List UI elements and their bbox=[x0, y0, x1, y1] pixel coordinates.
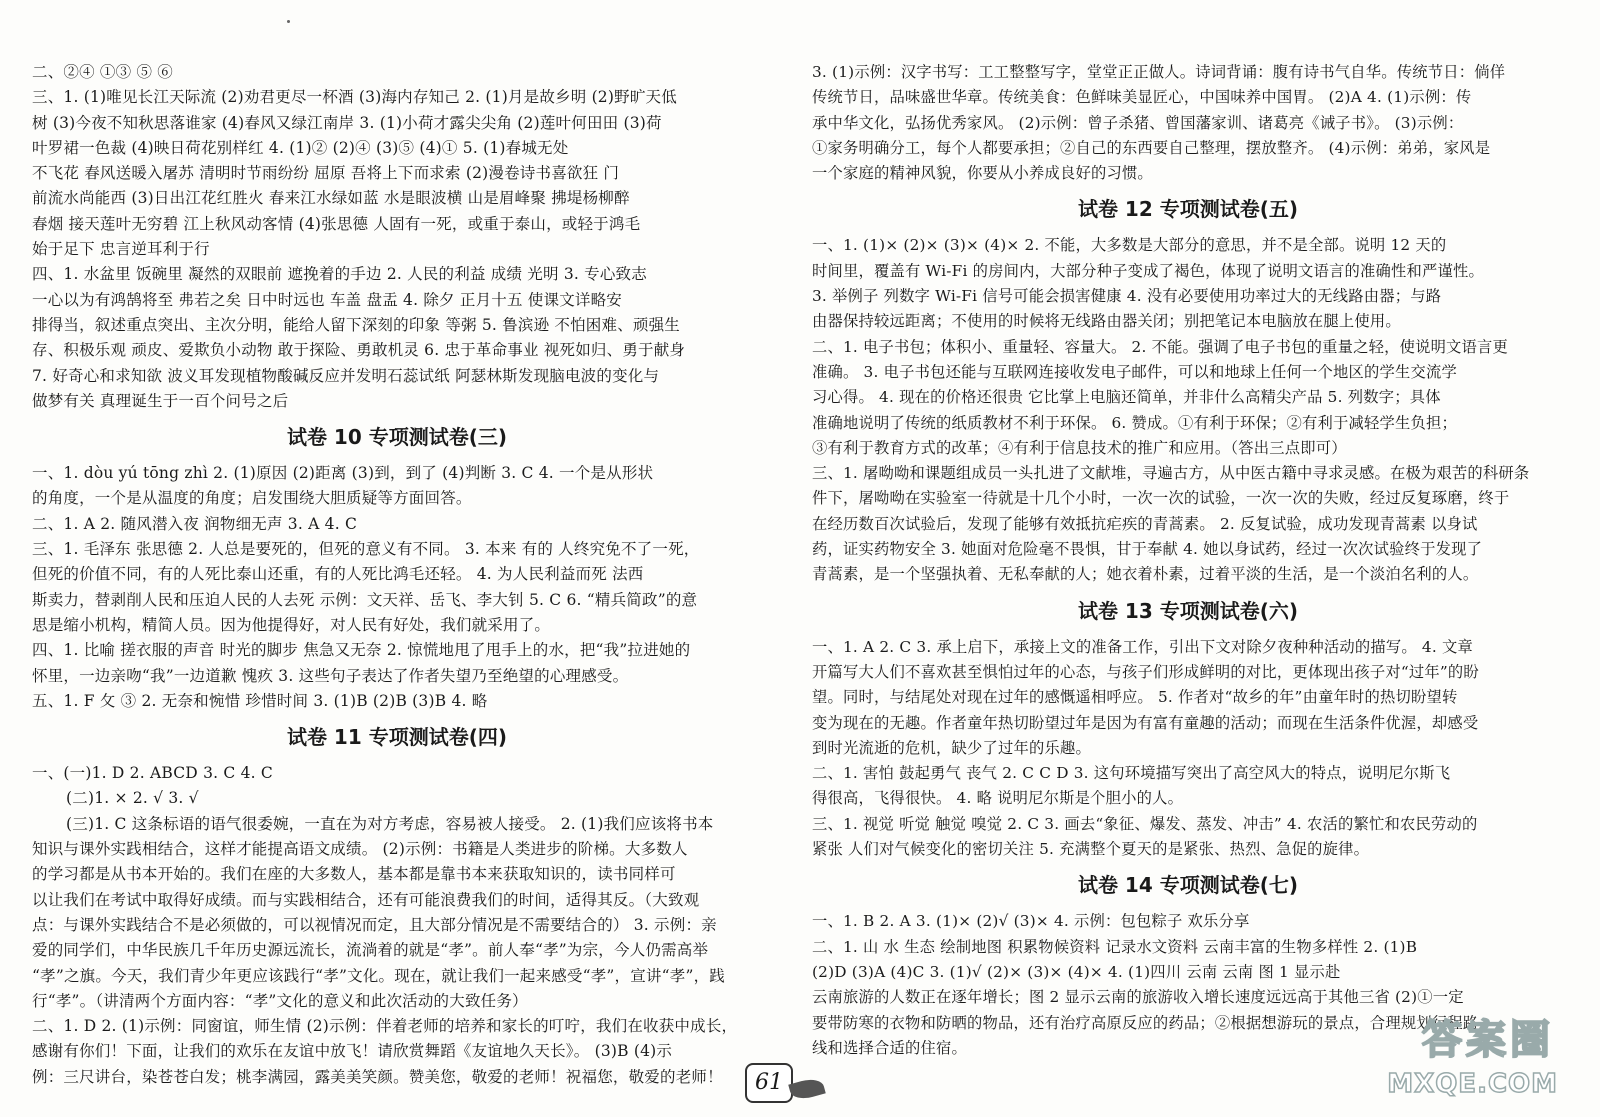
answer-line: 叶罗裙一色裁 (4)映日荷花别样红 4. (1)② (2)④ (3)⑤ (4)① 5. (1)春城无处 bbox=[32, 138, 569, 157]
answer-line: (二)1. × 2. √ 3. √ bbox=[66, 789, 199, 808]
answer-line: 爱的同学们，中华民族几千年历史源远流长，流淌着的就是“孝”。前人奉“孝”为宗，今人仍需高举 bbox=[32, 941, 709, 960]
answer-line: 三、1. 屠呦呦和课题组成员一头扎进了文献堆，寻遍古方，从中医古籍中寻求灵感。在极为艰苦的科研条 bbox=[812, 464, 1530, 483]
answer-line: 四、1. 水盆里 饭碗里 凝然的双眼前 遮挽着的手边 2. 人民的利益 成绩 光明 3. 专心致志 bbox=[32, 265, 647, 284]
answer-line: ①家务明确分工，每个人都要承担；②自己的东西要自己整理，摆放整齐。 (4)示例：弟弟，家风是 bbox=[812, 138, 1491, 157]
answer-line: 以让我们在考试中取得好成绩。而与实践相结合，还有可能浪费我们的时间，适得其反。（大致观 bbox=[32, 890, 700, 909]
answer-line: 一、(一)1. D 2. ABCD 3. C 4. C bbox=[32, 764, 273, 783]
answer-line: 二、1. 电子书包；体积小、重量轻、容量大。 2. 不能。强调了电子书包的重量之轻，使说明文语言更 bbox=[812, 337, 1509, 356]
answer-line: 的学习都是从书本开始的。我们在座的大多数人，基本都是靠书本来获取知识的，读书同样可 bbox=[32, 865, 676, 884]
section-test11-answers bbox=[32, 761, 762, 1090]
answer-line: 存、积极乐观 顽皮、爱欺负小动物 敢于探险、勇敢机灵 6. 忠于革命事业 视死如归、勇于献身 bbox=[32, 341, 686, 360]
section-title-test11: 试卷 11 专项测试卷(四) bbox=[286, 725, 508, 750]
answer-line: 斯卖力，替剥削人民和压迫人民的人去死 示例：文天祥、岳飞、李大钊 5. C 6. “精兵简政”的意 bbox=[32, 590, 698, 609]
answer-line: 二、1. 山 水 生态 绘制地图 积累物候资料 记录水文资料 云南丰富的生物多样性 2. (1)B bbox=[812, 937, 1418, 956]
answer-line: 传统节日，品味盛世华章。传统美食：色鲜味美显匠心，中国味养中国胃。 (2)A 4. (1)示例：传 bbox=[812, 88, 1472, 107]
answer-line: 一、1. B 2. A 3. (1)× (2)√ (3)× 4. 示例：包包粽子 欢乐分享 bbox=[812, 912, 1250, 931]
answer-line: 怀里，一边亲吻“我”一边道歉 愧疚 3. 这些句子表达了作者失望乃至绝望的心理感受。 bbox=[32, 666, 629, 685]
section-test12-answers bbox=[812, 233, 1564, 587]
answer-line: “孝”之旗。今天，我们青少年更应该践行“孝”文化。现在，就让我们一起来感受“孝”，宣讲“孝”，践 bbox=[32, 966, 725, 985]
section-test9-answers bbox=[32, 60, 762, 414]
answer-line: 知识与课外实践相结合，这样才能提高语文成绩。 (2)示例：书籍是人类进步的阶梯。大多数人 bbox=[32, 840, 688, 859]
decorative-dot bbox=[287, 20, 290, 23]
answer-line: 二、1. 害怕 鼓起勇气 丧气 2. C C D 3. 这句环境描写突出了高空风大的特点，说明尼尔斯飞 bbox=[812, 764, 1451, 783]
answer-line: (三)1. C 这条标语的语气很委婉，一直在为对方考虑，容易被人接受。 2. (1)我们应该将书本 bbox=[66, 814, 714, 833]
section-test13-answers bbox=[812, 635, 1564, 863]
answer-line: 一、1. A 2. C 3. 承上启下，承接上文的准备工作，引出下文对除夕夜种种活动的描写。 4. 文章 bbox=[812, 637, 1473, 656]
answer-line: 点：与课外实践结合不是必须做的，可以视情况而定，且大部分情况是不需要结合的） 3. 示例：亲 bbox=[32, 915, 717, 934]
answer-line: 得很高，飞得很快。 4. 略 说明尼尔斯是个胆小的人。 bbox=[812, 789, 1184, 808]
section-test11-continued bbox=[812, 60, 1564, 186]
answer-line: 一个家庭的精神风貌，你要从小养成良好的习惯。 bbox=[812, 164, 1153, 183]
section-title-test13: 试卷 13 专项测试卷(六) bbox=[1077, 598, 1299, 623]
answer-line: 树 (3)今夜不知秋思落谁家 (4)春风又绿江南岸 3. (1)小荷才露尖尖角 (2)莲叶何田田 (3)荷 bbox=[32, 113, 662, 132]
answer-line: 望。同时，与结尾处对现在过年的感慨遥相呼应。 5. 作者对“故乡的年”由童年时的热切盼望转 bbox=[812, 688, 1458, 707]
answer-line: 云南旅游的人数正在逐年增长；图 2 显示云南的旅游收入增长速度远远高于其他三省 (2)①一定 bbox=[812, 988, 1464, 1007]
answer-line: 7. 好奇心和求知欲 波义耳发现植物酸碱反应并发明石蕊试纸 阿瑟林斯发现脑电波的变化与 bbox=[32, 366, 660, 385]
answer-line: 线和选择合适的住宿。 bbox=[812, 1038, 967, 1057]
section-test10-answers bbox=[32, 461, 762, 714]
answer-line: ③有利于教育方式的改革；④有利于信息技术的推广和应用。（答出三点即可） bbox=[812, 438, 1347, 457]
section-title-test12: 试卷 12 专项测试卷(五) bbox=[1077, 197, 1299, 222]
answer-line: 在经历数百次试验后，发现了能够有效抵抗疟疾的青蒿素。 2. 反复试验，成功发现青蒿素 以身试 bbox=[812, 514, 1478, 533]
answer-line: 件下，屠呦呦在实验室一待就是十几个小时，一次一次的试验，一次一次的失败，经过反复琢磨，终于 bbox=[812, 489, 1510, 508]
answer-line: 变为现在的无趣。作者童年热切盼望过年是因为有富有童趣的活动；而现在生活条件优渥，却感受 bbox=[812, 713, 1479, 732]
answer-line: 感谢有你们！下面，让我们的欢乐在友谊中放飞！请欣赏舞蹈《友谊地久天长》。 (3)B (4)示 bbox=[32, 1042, 673, 1061]
answer-line: 前流水尚能西 (3)日出江花红胜火 春来江水绿如蓝 水是眼波横 山是眉峰聚 拂堤杨柳醉 bbox=[32, 189, 630, 208]
section-title-test10: 试卷 10 专项测试卷(三) bbox=[286, 425, 508, 450]
page-number: 61 bbox=[745, 1063, 793, 1103]
answer-line: 三、1. (1)唯见长江天际流 (2)劝君更尽一杯酒 (3)海内存知己 2. (1)月是故乡明 (2)野旷天低 bbox=[32, 88, 677, 107]
answer-line: 排得当，叙述重点突出、主次分明，能给人留下深刻的印象 等粥 5. 鲁滨逊 不怕困难、顽强生 bbox=[32, 315, 680, 334]
answer-line: 四、1. 比喻 搓衣服的声音 时光的脚步 焦急又无奈 2. 惊慌地甩了甩手上的水，把“我”拉进她的 bbox=[32, 641, 691, 660]
section-title-test14: 试卷 14 专项测试卷(七) bbox=[1077, 873, 1299, 898]
answer-line: 春烟 接天莲叶无穷碧 江上秋风动客情 (4)张思德 人固有一死，或重于泰山，或轻于鸿毛 bbox=[32, 214, 641, 233]
answer-line: 做梦有关 真理诞生于一百个问号之后 bbox=[32, 391, 289, 410]
answer-line: 准确地说明了传统的纸质教材不利于环保。 6. 赞成。①有利于环保；②有利于减轻学生负担； bbox=[812, 413, 1457, 432]
answer-line: 但死的价值不同，有的人死比泰山还重，有的人死比鸿毛还轻。 4. 为人民利益而死 法西 bbox=[32, 565, 644, 584]
answer-line: 承中华文化，弘扬优秀家风。 (2)示例：曾子杀猪、曾国藩家训、诸葛亮《诫子书》。 (3)示例： bbox=[812, 113, 1464, 132]
answer-line: 准确。 3. 电子书包还能与互联网连接收发电子邮件，可以和地球上任何一个地区的学生交流学 bbox=[812, 362, 1457, 381]
answer-line: 3. 举例子 列数字 Wi-Fi 信号可能会损害健康 4. 没有必要使用功率过大的无线路由器；与路 bbox=[812, 287, 1442, 306]
answer-line: 由器保持较远距离；不使用的时候将无线路由器关闭；别把笔记本电脑放在腿上使用。 bbox=[812, 312, 1401, 331]
answer-line: 例：三尺讲台，染苍苍白发；桃李满园，露美美笑颜。赞美您，敬爱的老师！祝福您，敬爱的老师！ bbox=[32, 1067, 723, 1086]
answer-line: 一、1. dòu yú tōng zhì 2. (1)原因 (2)距离 (3)到，到了 (4)判断 3. C 4. 一个是从形状 bbox=[32, 464, 654, 483]
right-column bbox=[812, 60, 1564, 1061]
answer-line: 时间里，覆盖有 Wi-Fi 的房间内，大部分种子变成了褐色，体现了说明文语言的准确性和严谨性。 bbox=[812, 261, 1485, 280]
answer-line: 习心得。 4. 现在的价格还很贵 它比掌上电脑还简单，并非什么高精尖产品 5. 列数字；具体 bbox=[812, 388, 1441, 407]
answer-line: 青蒿素，是一个坚强执着、无私奉献的人；她衣着朴素，过着平淡的生活，是一个淡泊名利的人。 bbox=[812, 565, 1479, 584]
answer-line: 思是缩小机构，精简人员。因为他提得好，对人民有好处，我们就采用了。 bbox=[32, 615, 551, 634]
answer-line: 行“孝”。（讲清两个方面内容：“孝”文化的意义和此次活动的大致任务） bbox=[32, 991, 528, 1010]
answer-line: 一心以为有鸿鹄将至 弗若之矣 日中时远也 车盖 盘盂 4. 除夕 正月十五 使课文详略安 bbox=[32, 290, 623, 309]
answer-line: 开篇写大人们不喜欢甚至惧怕过年的心态，与孩子们形成鲜明的对比，更体现出孩子对“过年”的盼 bbox=[812, 662, 1479, 681]
answer-line: 紧张 人们对气候变化的密切关注 5. 充满整个夏天的是紧张、热烈、急促的旋律。 bbox=[812, 840, 1370, 859]
answer-line: 3. (1)示例：汉字书写：工工整整写字，堂堂正正做人。诗词背诵：腹有诗书气自华。传统节日：倘佯 bbox=[812, 63, 1506, 81]
answer-line: 要带防寒的衣物和防晒的物品，还有治疗高原反应的药品；②根据想游玩的景点，合理规划行程路 bbox=[812, 1013, 1479, 1032]
answer-line: 药，证实药物安全 3. 她面对危险毫不畏惧，甘于奉献 4. 她以身试药，经过一次次试验终于发现了 bbox=[812, 540, 1483, 559]
answer-line: (2)D (3)A (4)C 3. (1)√ (2)× (3)× (4)× 4. (1)四川 云南 云南 图 1 显示赴 bbox=[812, 962, 1341, 981]
answer-line: 二、1. D 2. (1)示例：同窗谊，师生情 (2)示例：伴着老师的培养和家长的叮咛，我们在收获中成长， bbox=[32, 1017, 738, 1036]
answer-line: 到时光流逝的危机，缺少了过年的乐趣。 bbox=[812, 738, 1091, 757]
answer-line: 二、②④ ①③ ⑤ ⑥ bbox=[32, 63, 173, 81]
left-column bbox=[32, 60, 762, 1090]
answer-line: 三、1. 视觉 听觉 触觉 嗅觉 2. C 3. 画去“象征、爆发、蒸发、冲击” 4. 农活的繁忙和农民劳动的 bbox=[812, 814, 1478, 833]
answer-line: 一、1. (1)× (2)× (3)× (4)× 2. 不能，大多数是大部分的意思，并不是全部。说明 12 天的 bbox=[812, 236, 1447, 255]
answer-line: 三、1. 毛泽东 张思德 2. 人总是要死的，但死的意义有不同。 3. 本来 有的 人终究免不了一死， bbox=[32, 540, 700, 559]
answer-line: 始于足下 忠言逆耳利于行 bbox=[32, 240, 210, 259]
answer-line: 二、1. A 2. 随风潜入夜 润物细无声 3. A 4. C bbox=[32, 514, 358, 533]
answer-line: 不飞花 春风送暖入屠苏 清明时节雨纷纷 屈原 吾将上下而求索 (2)漫卷诗书喜欲狂 门 bbox=[32, 164, 620, 183]
answer-line: 的角度，一个是从温度的角度；启发围绕大胆质疑等方面回答。 bbox=[32, 489, 472, 508]
leaf-icon bbox=[788, 1076, 826, 1102]
answer-line: 五、1. F 攵 ③ 2. 无奈和惋惜 珍惜时间 3. (1)B (2)B (3)B 4. 略 bbox=[32, 691, 488, 710]
watermark-url: MXQE.COM bbox=[1387, 1069, 1558, 1099]
watermark-logo: 答案圈 bbox=[1422, 1017, 1554, 1063]
